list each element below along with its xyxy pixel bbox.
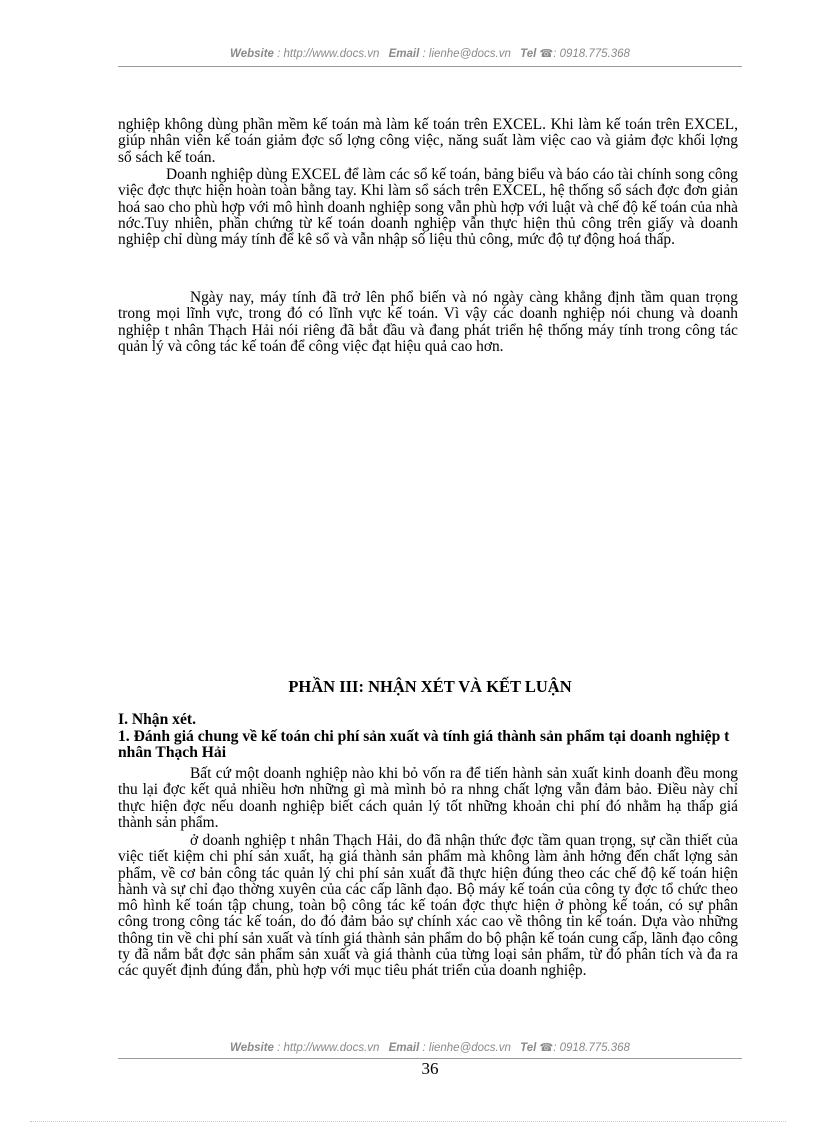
page-bottom-border	[30, 1121, 786, 1122]
paragraph-3: Ngày nay, máy tính đã trở lên phổ biến và nó ngày càng khẳng định tầm quan trọng trong mọi lĩnh vực, trong đó có lĩnh vực kế toán. Vì vậy các doanh nghiệp nói chung và doanh nghiệp t nhân Thạch Hải nói riêng đã bắt đầu và đang phát triển hệ thống máy tính trong công tác quản lý và công tác kế toán để công việc đạt hiệu quả cao hơn.	[118, 289, 738, 355]
footer-tel-value: : 0918.775.368	[553, 1042, 630, 1054]
header-rule	[118, 66, 742, 67]
header-tel-value: : 0918.775.368	[553, 48, 630, 60]
header-website-label: Website	[230, 48, 274, 60]
footer-website-label: Website	[230, 1042, 274, 1054]
header-tel-label: Tel	[520, 48, 537, 60]
footer-email-label: Email	[388, 1042, 420, 1054]
header-email-label: Email	[388, 48, 420, 60]
page-header	[118, 47, 742, 60]
paragraph-1: nghiệp không dùng phần mềm kế toán mà làm kế toán trên EXCEL. Khi làm kế toán trên EXCEL, giúp nhân viên kế toán giảm đợc số lợng công việc, năng suất làm việc cao và giảm đợc khối lợng sổ sách kế toán.	[118, 116, 738, 166]
paragraph-4: Bất cứ một doanh nghiệp nào khi bỏ vốn ra để tiến hành sản xuất kinh doanh đều mong thu lại đợc kết quả nhiều hơn những gì mà mình bỏ ra nhng chất lợng vẫn đảm bảo. Điều này chỉ thực hiện đợc nếu doanh nghiệp biết cách quản lý tốt những khoản chi phí đó nhằm hạ thấp giá thành sản phẩm.	[118, 765, 738, 831]
paragraph-2: Doanh nghiệp dùng EXCEL để làm các sổ kế toán, bảng biểu và báo cáo tài chính song công việc đợc thực hiện hoàn toàn bằng tay. Khi làm sổ sách trên EXCEL, hệ thống sổ sách đợc đơn giản hoá sao cho phù hợp với mô hình doanh nghiệp song vẫn phù hợp với luật và chế độ kế toán của nhà nớc.Tuy nhiên, phần chứng từ kế toán doanh nghiệp vẫn thực hiện thủ công trên giấy và doanh nghiệp chỉ dùng máy tính để kê sổ và vẫn nhập số liệu thủ công, mức độ tự động hoá thấp.	[118, 166, 738, 249]
paragraph-5: ở doanh nghiệp t nhân Thạch Hải, do đã nhận thức đợc tầm quan trọng, sự cần thiết của việc tiết kiệm chi phí sản xuất, hạ giá thành sản phẩm mà không làm ảnh hởng đến chất lợng sản phẩm, về cơ bản công tác quản lý chi phí sản xuất đã thực hiện đúng theo các chế độ kế toán hiện hành và sự chỉ đạo thờng xuyên của các cấp lãnh đạo. Bộ máy kế toán của công ty đợc tổ chức theo mô hình kế toán tập chung, toàn bộ công tác kế toán đợc thực hiện ở phòng kế toán, có sự phân công trong công tác kế toán, do đó đảm bảo sự chính xác cao về thông tin kế toán. Dựa vào những thông tin về chi phí sản xuất và tính giá thành sản phẩm do bộ phận kế toán cung cấp, lãnh đạo công ty đã nắm bắt đợc sản phẩm sản xuất và giá thành của từng loại sản phẩm, từ đó phân tích và đa ra các quyết định đúng đắn, phù hợp với mục tiêu phát triển của doanh nghiệp.	[118, 832, 738, 980]
footer-email-value: : lienhe@docs.vn	[422, 1042, 511, 1054]
header-email-value: : lienhe@docs.vn	[422, 48, 511, 60]
header-website-value: : http://www.docs.vn	[277, 48, 380, 60]
section-heading: I. Nhận xét.	[118, 711, 196, 728]
footer-tel-label: Tel	[520, 1042, 537, 1054]
page-footer	[118, 1041, 742, 1054]
footer-phone-icon: ☎	[539, 1042, 554, 1054]
page-number: 36	[421, 1059, 439, 1078]
part-title: PHẦN III: NHẬN XÉT VÀ KẾT LUẬN	[288, 677, 572, 696]
subsection-heading: 1. Đánh giá chung về kế toán chi phí sản xuất và tính giá thành sản phẩm tại doanh nghiệp t nhân Thạch Hải	[118, 728, 730, 761]
footer-website-value: : http://www.docs.vn	[277, 1042, 380, 1054]
phone-icon: ☎	[539, 48, 554, 60]
